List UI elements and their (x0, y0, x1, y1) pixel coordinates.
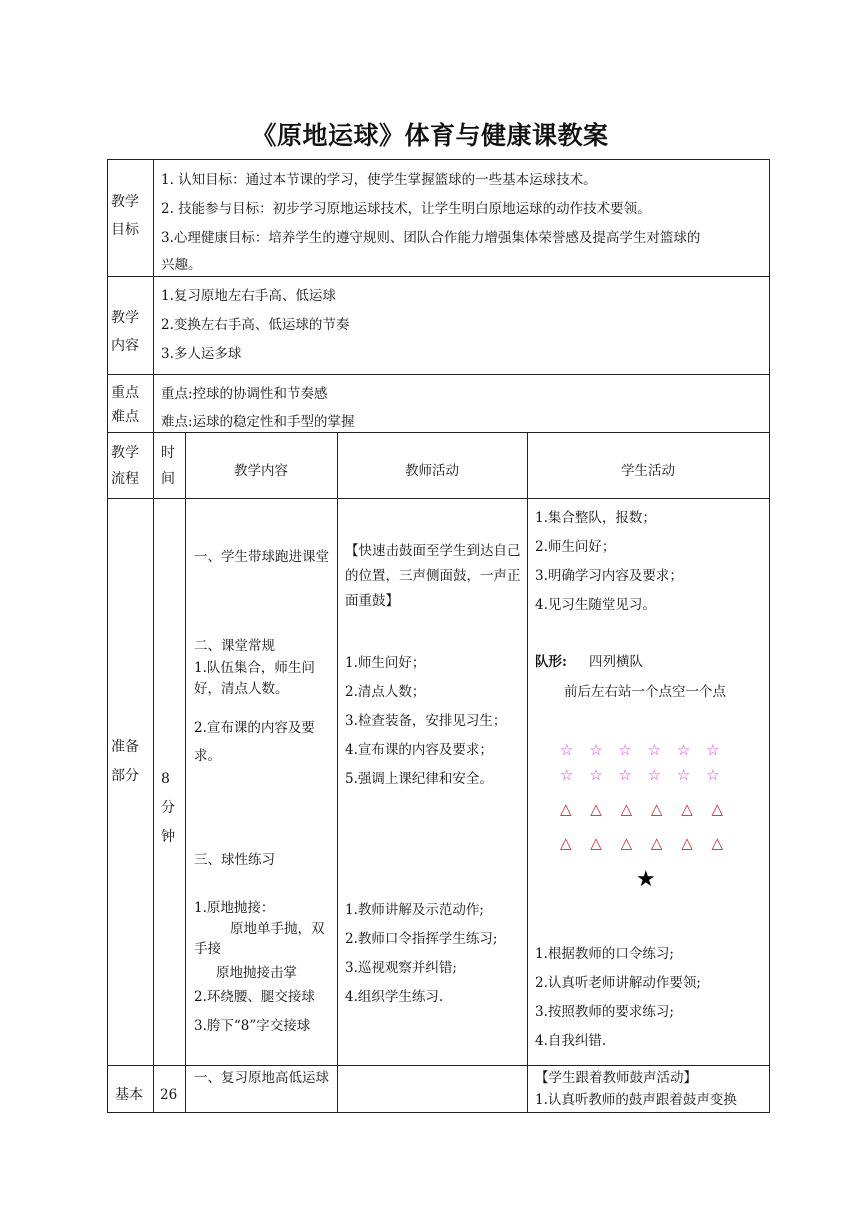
student-item: 3.按照教师的要求练习; (535, 1004, 674, 1020)
column-divider (185, 432, 186, 1113)
keypoints-label: 重点难点 (111, 385, 139, 425)
header-content: 教学内容 (234, 463, 288, 479)
teacher-position-star-icon: ★ (636, 867, 656, 892)
prep-item: 3.胯下“8”字交接球 (194, 1018, 311, 1034)
content-item: 2.变换左右手高、低运球的节奏 (161, 317, 350, 333)
formation-note: 前后左右站一个点空一个点 (564, 684, 726, 700)
student-item: 3.明确学习内容及要求； (535, 568, 683, 584)
objective-item: 兴趣。 (161, 257, 202, 273)
objective-item: 3.心理健康目标：培养学生的遵守规则、团队合作能力增强集体荣誉感及提高学生对篮球的 (161, 230, 701, 246)
student-item: 1.根据教师的口令练习; (535, 946, 674, 962)
teacher-item: 2.清点人数； (345, 684, 426, 700)
content-label: 教学内容 (111, 310, 139, 354)
formation-value: 四列横队 (589, 654, 643, 670)
objectives-label: 教学目标 (111, 194, 139, 238)
prep-item: 1.原地抛接： (194, 900, 275, 916)
keypoint-item: 重点:控球的协调性和节奏感 (161, 386, 328, 402)
teacher-item: 4.宣布课的内容及要求； (345, 742, 493, 758)
content-item: 1.复习原地左右手高、低运球 (161, 288, 336, 304)
table-border-bottom (107, 1112, 770, 1113)
student-item: 4.自我纠错. (535, 1033, 607, 1049)
table-border-left (107, 159, 108, 1113)
prep-section-3: 三、球性练习 (194, 852, 275, 868)
objective-item: 2. 技能参与目标：初步学习原地运球技术，让学生明白原地运球的动作技术要领。 (161, 201, 651, 217)
prep-section-2: 二、课堂常规 (194, 638, 275, 654)
column-divider (527, 432, 528, 1113)
prep-item: 1.队伍集合，师生问好，清点人数。 (194, 660, 315, 697)
prep-item: 原地抛接击掌 (216, 965, 297, 981)
header-time: 时间 (161, 445, 175, 487)
teacher-item: 1.教师讲解及示范动作; (345, 902, 484, 918)
student-triangle-row: △ △ △ △ △ △ (560, 800, 724, 818)
teacher-item: 1.师生问好； (345, 655, 426, 671)
basic-content: 一、复习原地高低运球 (194, 1070, 329, 1086)
basic-time: 26 (160, 1087, 178, 1103)
header-flow: 教学流程 (111, 445, 139, 487)
teacher-item: 3.巡视观察并纠错; (345, 960, 457, 976)
basic-label: 基本 (115, 1087, 143, 1103)
row-divider (107, 1065, 770, 1066)
document-title: 《原地运球》体育与健康课教案 (251, 121, 609, 150)
student-item: 2.认真听老师讲解动作要领; (535, 975, 701, 991)
student-star-row: ☆ ☆ ☆ ☆ ☆ ☆ (560, 766, 720, 784)
row-divider (107, 276, 770, 277)
row-divider (107, 498, 770, 499)
header-teacher: 教师活动 (405, 463, 459, 479)
prep-item: 原地单手抛，双手接 (194, 921, 325, 957)
keypoint-item: 难点:运球的稳定性和手型的掌握 (161, 414, 355, 430)
column-divider (153, 159, 154, 1113)
table-border-right (769, 159, 770, 1113)
row-divider (107, 432, 770, 433)
teacher-item: 2.教师口令指挥学生练习; (345, 931, 498, 947)
header-student: 学生活动 (621, 463, 675, 479)
student-item: 4.见习生随堂见习。 (535, 597, 656, 613)
prep-item: 2.宣布课的内容及要求。 (194, 720, 315, 764)
prep-time: 8分钟 (161, 771, 175, 845)
teacher-item: 5.强调上课纪律和安全。 (345, 771, 493, 787)
teacher-item: 3.检查装备，安排见习生； (345, 713, 507, 729)
student-star-row: ☆ ☆ ☆ ☆ ☆ ☆ (560, 741, 720, 759)
formation-label: 队形: (535, 654, 567, 670)
student-item: 2.师生问好； (535, 539, 616, 555)
column-divider (337, 432, 338, 1113)
row-divider (107, 374, 770, 375)
content-item: 3.多人运多球 (161, 346, 242, 362)
teacher-note: 【快速击鼓面至学生到达自己的位置，三声侧面鼓，一声正面重鼓】 (345, 543, 521, 609)
lesson-plan-table (107, 159, 770, 1113)
basic-student-item: 1.认真听教师的鼓声跟着鼓声变换 (535, 1092, 737, 1108)
prep-item: 2.环绕腰、腿交接球 (194, 989, 315, 1005)
prep-label: 准备部分 (111, 739, 139, 784)
student-triangle-row: △ △ △ △ △ △ (560, 834, 724, 852)
student-item: 1.集合整队，报数； (535, 510, 656, 526)
teacher-item: 4.组织学生练习. (345, 989, 444, 1005)
prep-section-1: 一、学生带球跑进课堂 (194, 549, 329, 565)
table-border-top (107, 159, 770, 160)
basic-student-note: 【学生跟着教师鼓声活动】 (535, 1070, 697, 1086)
objective-item: 1. 认知目标：通过本节课的学习，使学生掌握篮球的一些基本运球技术。 (161, 172, 597, 188)
